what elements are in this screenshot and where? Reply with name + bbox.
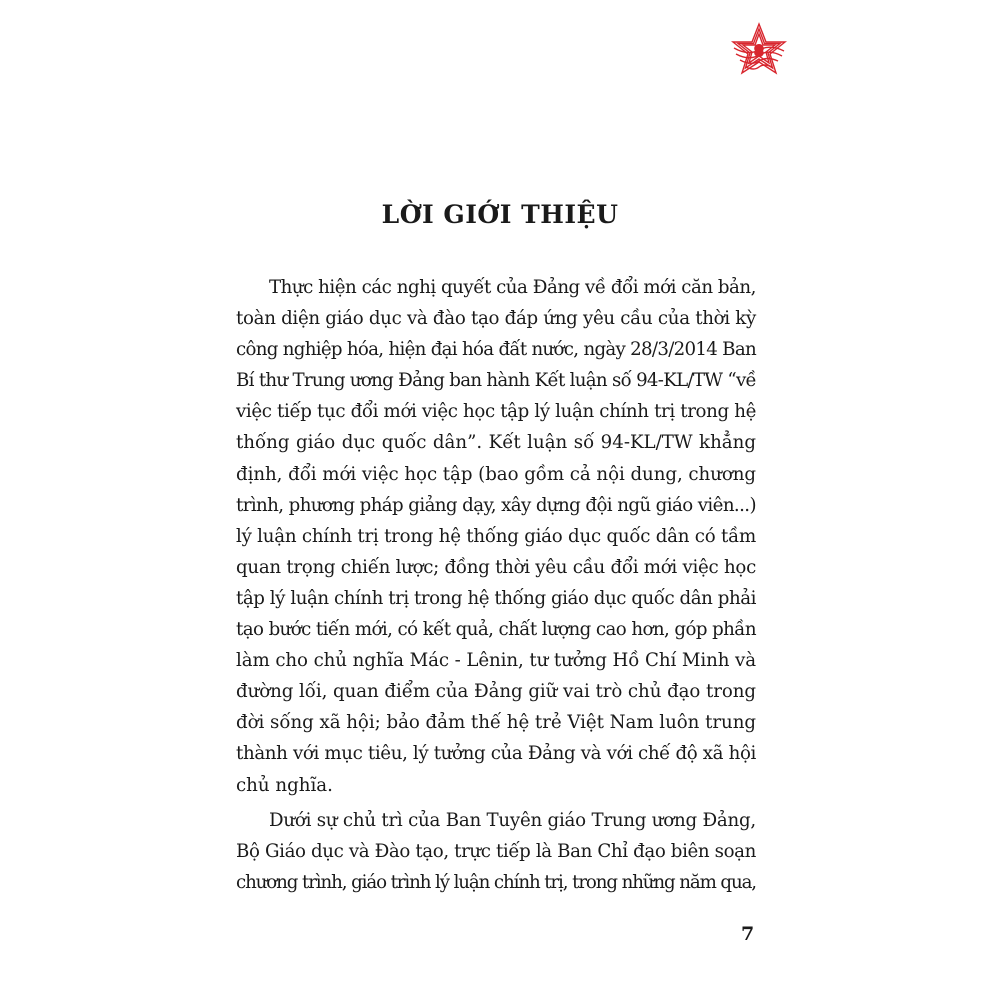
publisher-logo-icon [728,20,790,82]
text-line: công nghiệp hóa, hiện đại hóa đất nước, ngày 28/3/2014 Ban [236,339,756,361]
paragraph-2 [236,805,756,898]
page-title: LỜI GIỚI THIỆU [381,200,619,229]
text-line: Dưới sự chủ trì của Ban Tuyên giáo Trung ương Đảng, [269,809,756,831]
text-line: trình, phương pháp giảng dạy, xây dựng đội ngũ giáo viên...) [236,494,756,516]
text-line: đường lối, quan điểm của Đảng giữ vai trò chủ đạo trong [236,681,756,703]
text-line: tạo bước tiến mới, có kết quả, chất lượng cao hơn, góp phần [236,619,756,641]
text-line: lý luận chính trị trong hệ thống giáo dục quốc dân có tầm [236,525,756,547]
body-text [236,272,756,898]
text-line: việc tiếp tục đổi mới việc học tập lý luận chính trị trong hệ [236,401,756,423]
text-line: Bộ Giáo dục và Đào tạo, trực tiếp là Ban Chỉ đạo biên soạn [236,840,756,862]
text-line: quan trọng chiến lược; đồng thời yêu cầu đổi mới việc học [236,556,756,578]
text-line: tập lý luận chính trị trong hệ thống giáo dục quốc dân phải [236,587,756,609]
text-line: định, đổi mới việc học tập (bao gồm cả nội dung, chương [236,463,756,485]
text-line: thống giáo dục quốc dân”. Kết luận số 94-KL/TW khẳng [236,432,756,454]
text-line: đời sống xã hội; bảo đảm thế hệ trẻ Việt Nam luôn trung [236,712,756,734]
text-line: chủ nghĩa. [236,774,333,796]
page-number: 7 [741,923,755,945]
text-line: thành với mục tiêu, lý tưởng của Đảng và với chế độ xã hội [236,743,756,765]
paragraph-1 [236,272,756,801]
text-line: làm cho chủ nghĩa Mác - Lênin, tư tưởng Hồ Chí Minh và [236,650,756,672]
text-line: Bí thư Trung ương Đảng ban hành Kết luận số 94-KL/TW “về [236,370,756,392]
text-line: chương trình, giáo trình lý luận chính trị, trong những năm qua, [236,871,756,893]
text-line: toàn diện giáo dục và đào tạo đáp ứng yêu cầu của thời kỳ [236,308,756,330]
text-line: Thực hiện các nghị quyết của Đảng về đổi mới căn bản, [269,277,756,298]
